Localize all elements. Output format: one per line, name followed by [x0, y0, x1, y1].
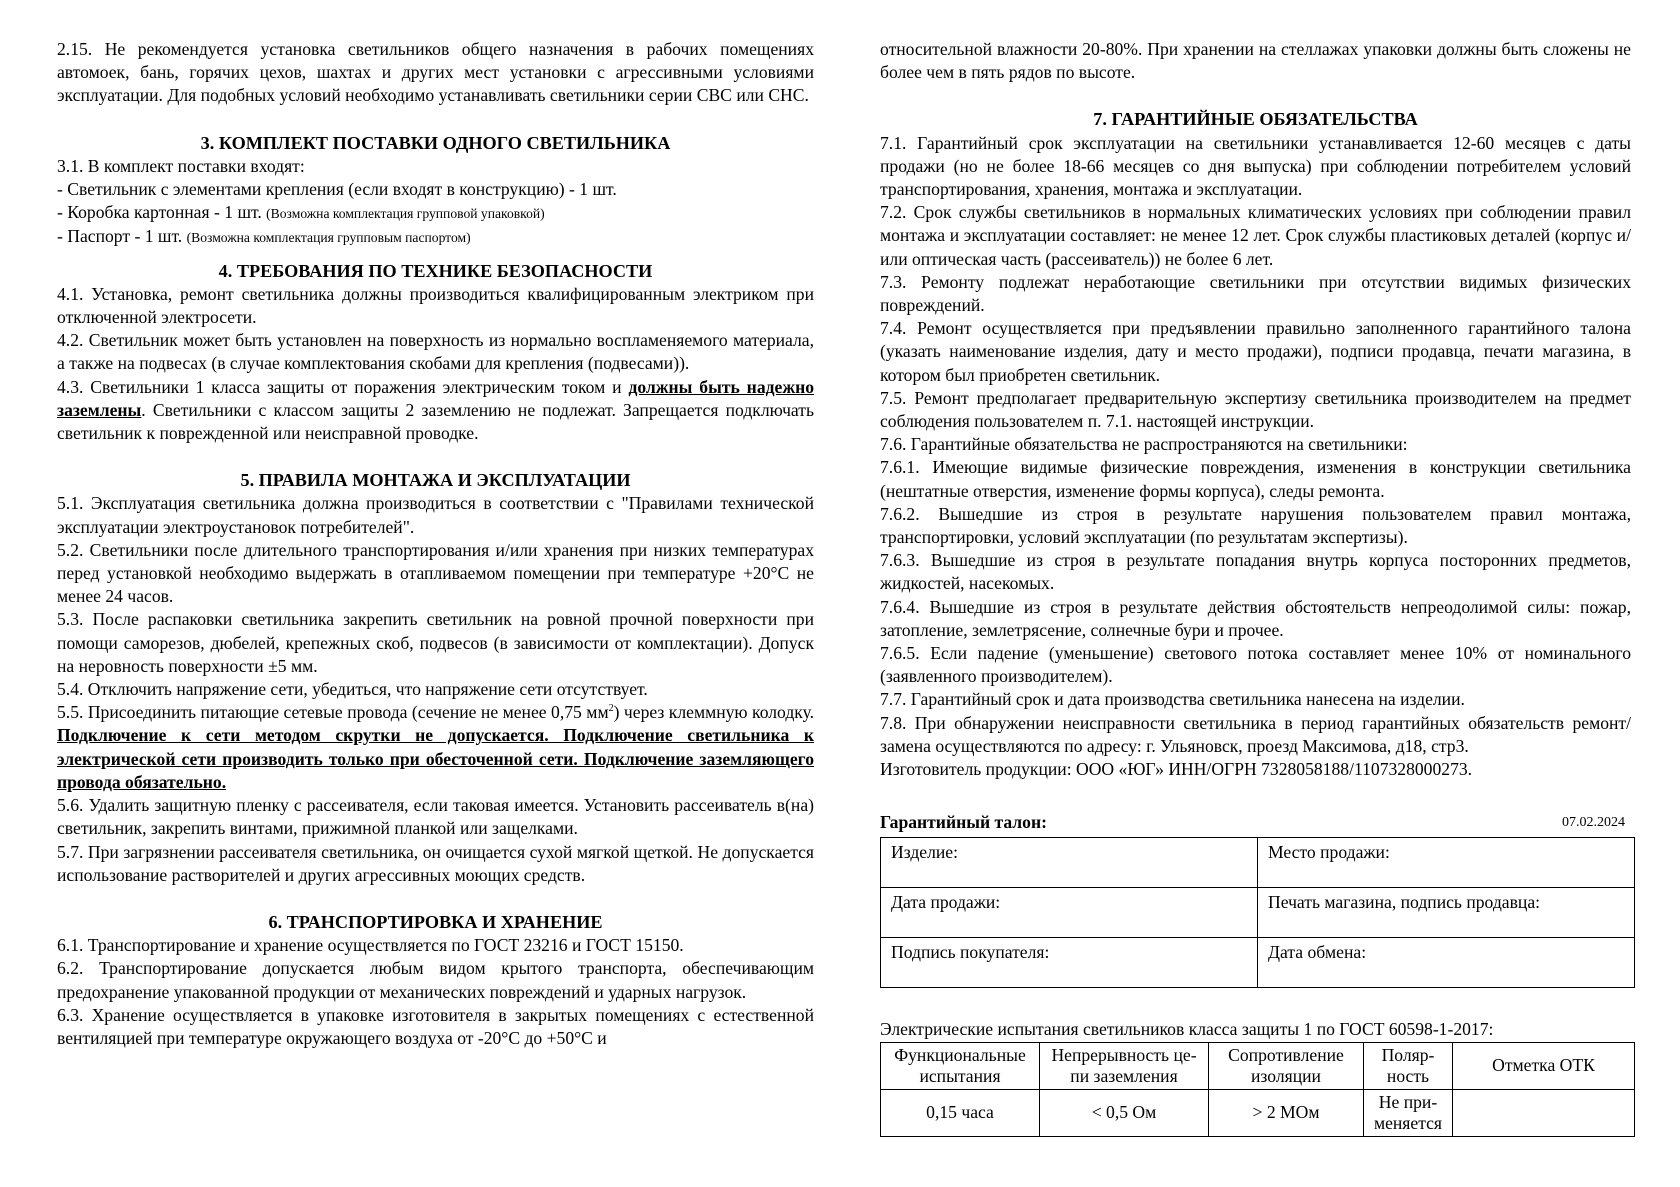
- header-insulation-resistance: [1209, 1042, 1364, 1089]
- section-6-title: 6. ТРАНСПОРТИРОВКА И ХРАНЕНИЕ: [268, 911, 603, 932]
- paragraph-7-6-2: 7.6.2. Вышедшие из строя в результате нарушения пользователем правил монтажа, транспортировки, условий эксплуатации (по результатам экспертизы).: [880, 503, 1631, 548]
- warranty-card-table: [880, 837, 1635, 988]
- paragraph-5-4: 5.4. Отключить напряжение сети, убедиться, что напряжение сети отсутствует.: [57, 679, 648, 700]
- manufacturer-line: Изготовитель продукции: ООО «ЮГ» ИНН/ОГРН 7328058188/1107328000273.: [880, 759, 1473, 780]
- header-line: Сопротивление: [1228, 1044, 1344, 1065]
- header-qc-mark: [1453, 1042, 1635, 1089]
- paragraph-5-5-start: 5.5. Присоединить питающие сетевые провода (сечение не менее 0,75 мм: [57, 702, 609, 723]
- table-header-row: [881, 1042, 1635, 1089]
- header-line: Поляр-: [1381, 1044, 1435, 1065]
- table-row: [881, 1089, 1635, 1136]
- cell-line: меняется: [1373, 1112, 1443, 1133]
- header-line: Функциональные: [894, 1044, 1026, 1065]
- header-functional-tests: [881, 1042, 1040, 1089]
- warranty-field-sale-place[interactable]: Место продажи:: [1258, 837, 1635, 887]
- paragraph-7-5: 7.5. Ремонт предполагает предварительную экспертизу светильника производителем на предмет соблюдения пользователем п. 7.1. настоящей инструкции.: [880, 387, 1631, 432]
- warranty-field-seller-stamp[interactable]: Печать магазина, подпись продавца:: [1258, 887, 1635, 937]
- warranty-card-date: 07.02.2024: [1562, 815, 1625, 831]
- cell-line: Не при-: [1378, 1091, 1438, 1112]
- cell-polarity: [1364, 1089, 1453, 1136]
- paragraph-7-4: 7.4. Ремонт осуществляется при предъявлении правильно заполненного гарантийного талона (указать наименование изделия, дату и место продажи), подписи продавца, печати магазина, в котором был приобретен светильник.: [880, 318, 1631, 385]
- table-row: [881, 837, 1635, 887]
- paragraph-5-5-mid: ) через клеммную колодку.: [613, 702, 815, 723]
- paragraph-7-6-5: 7.6.5. Если падение (уменьшение) светового потока составляет менее 10% от номинального (заявленного производителем).: [880, 643, 1631, 687]
- header-polarity: [1364, 1042, 1453, 1089]
- paragraph-7-6-1: 7.6.1. Имеющие видимые физические повреждения, изменения в конструкции светильника (нештатные отверстия, изменение формы корпуса), следы ремонта.: [880, 457, 1631, 501]
- paragraph-5-5: [57, 701, 814, 794]
- paragraph-4-1: 4.1. Установка, ремонт светильника должны производиться квалифицированным электриком при отключенной электросети.: [57, 283, 814, 328]
- paragraph-4-3: [57, 376, 814, 446]
- cell-functional-tests: 0,15 часа: [881, 1089, 1040, 1136]
- cell-qc-mark[interactable]: [1453, 1089, 1635, 1136]
- grounding-warning: должны быть надежно заземлены: [57, 376, 815, 420]
- squared-superscript: 2: [608, 703, 614, 715]
- paragraph-7-2: 7.2. Срок службы светильников в нормальных климатических условиях при соблюдении правил монтажа и эксплуатации составляет: не менее 12 лет. Срок службы пластиковых деталей (корпус и/или оптическая часть (рассеиватель)) не более 6 лет.: [880, 202, 1631, 269]
- header-line: Непрерывность це-: [1051, 1044, 1197, 1065]
- kit-item-box: [57, 201, 814, 225]
- warranty-card-title: Гарантийный талон:: [880, 812, 1047, 833]
- paragraph-7-1: 7.1. Гарантийный срок эксплуатации на светильники устанавливается 12-60 месяцев с даты продажи (но не более 18-66 месяцев со дня выпуска) при соблюдении потребителем условий транспортирования, хранения, монтажа и эксплуатации.: [880, 132, 1631, 200]
- kit-item-lamp: - Светильник с элементами крепления (если входят в конструкцию) - 1 шт.: [57, 179, 617, 200]
- warranty-field-product[interactable]: Изделие:: [881, 837, 1258, 887]
- warranty-card-header: [880, 811, 1631, 834]
- warranty-field-sale-date[interactable]: Дата продажи:: [881, 887, 1258, 937]
- section-4-title: 4. ТРЕБОВАНИЯ ПО ТЕХНИКЕ БЕЗОПАСНОСТИ: [218, 260, 653, 281]
- table-row: [881, 937, 1635, 987]
- section-5-title: 5. ПРАВИЛА МОНТАЖА И ЭКСПЛУАТАЦИИ: [240, 470, 631, 491]
- cell-insulation-resistance: > 2 МОм: [1209, 1089, 1364, 1136]
- paragraph-5-1: 5.1. Эксплуатация светильника должна производиться в соответствии с "Правилами технической эксплуатации электроустановок потребителей".: [57, 493, 814, 537]
- paragraph-7-3: 7.3. Ремонту подлежат неработающие светильники при отсутствии видимых физических повреждений.: [880, 271, 1631, 316]
- section-7-title: 7. ГАРАНТИЙНЫЕ ОБЯЗАТЕЛЬСТВА: [1093, 109, 1418, 130]
- paragraph-4-3-start: 4.3. Светильники 1 класса защиты от поражения электрическим током и: [57, 376, 629, 397]
- right-column: [880, 38, 1631, 1137]
- header-line: Отметка ОТК: [1492, 1055, 1595, 1076]
- kit-item-passport-note: (Возможна комплектация групповым паспортом): [186, 230, 471, 246]
- paragraph-7-8: 7.8. При обнаружении неисправности светильника в период гарантийных обязательств ремонт/замена осуществляются по адресу: г. Ульяновск, проезд Максимова, д18, стр3.: [880, 712, 1631, 756]
- paragraph-5-2: 5.2. Светильники после длительного транспортирования и/или хранения при низких температурах перед установкой необходимо выдержать в отапливаемом помещении при температуре +20°С не менее 24 часов.: [57, 539, 814, 607]
- paragraph-7-6-3: 7.6.3. Вышедшие из строя в результате попадания внутрь корпуса посторонних предметов, жидкостей, насекомых.: [880, 550, 1631, 594]
- cell-grounding-continuity: < 0,5 Ом: [1040, 1089, 1209, 1136]
- header-line: изоляции: [1251, 1065, 1321, 1086]
- warranty-field-exchange-date[interactable]: Дата обмена:: [1258, 937, 1635, 987]
- paragraph-6-1: 6.1. Транспортирование и хранение осуществляется по ГОСТ 23216 и ГОСТ 15150.: [57, 935, 684, 956]
- warranty-field-buyer-signature[interactable]: Подпись покупателя:: [881, 937, 1258, 987]
- paragraph-6-3-continued: относительной влажности 20-80%. При хранении на стеллажах упаковки должны быть сложены не более чем в пять рядов по высоте.: [880, 39, 1631, 83]
- electrical-tests-table: [880, 1042, 1635, 1137]
- kit-item-box-text: - Коробка картонная - 1 шт.: [57, 202, 262, 223]
- paragraph-4-3-end: . Светильники с классом защиты 2 заземлению не подлежат. Запрещается подключать светильник к поврежденной или неисправной проводке.: [57, 399, 814, 444]
- table-row: [881, 887, 1635, 937]
- electrical-tests-caption: Электрические испытания светильников класса защиты 1 по ГОСТ 60598-1-2017:: [880, 1018, 1494, 1039]
- paragraph-7-6-4: 7.6.4. Вышедшие из строя в результате действия обстоятельств непреодолимой силы: пожар, затопление, землетрясение, солнечные бури и прочее.: [880, 596, 1631, 640]
- paragraph-3-1: 3.1. В комплект поставки входят:: [57, 155, 305, 176]
- header-line: испытания: [919, 1065, 1001, 1086]
- kit-item-passport-text: - Паспорт - 1 шт.: [57, 226, 183, 247]
- paragraph-7-7: 7.7. Гарантийный срок и дата производства светильника нанесена на изделии.: [880, 689, 1465, 710]
- paragraph-2-15: 2.15. Не рекомендуется установка светильников общего назначения в рабочих помещениях автомоек, бань, горячих цехов, шахтах и других мест установки с агрессивными условиями эксплуатации. Для подобных условий необходимо устанавливать светильники серии СВС или СНС.: [57, 39, 814, 106]
- paragraph-6-2: 6.2. Транспортирование допускается любым видом крытого транспорта, обеспечивающим предохранение упакованной продукции от механических повреждений и ударных нагрузок.: [57, 958, 814, 1002]
- section-3-title: 3. КОМПЛЕКТ ПОСТАВКИ ОДНОГО СВЕТИЛЬНИКА: [200, 132, 671, 153]
- header-line: пи заземления: [1070, 1065, 1178, 1086]
- left-column: [57, 38, 814, 1050]
- header-line: ность: [1386, 1065, 1430, 1086]
- paragraph-6-3: 6.3. Хранение осуществляется в упаковке изготовителя в закрытых помещениях с естественной вентиляцией при температуре окружающего воздуха от -20°С до +50°С и: [57, 1004, 814, 1048]
- header-grounding-continuity: [1040, 1042, 1209, 1089]
- paragraph-5-3: 5.3. После распаковки светильника закрепить светильник на ровной прочной поверхности при помощи саморезов, дюбелей, крепежных скоб, подвесов (в зависимости от комплектации). Допуск на неровность поверхности ±5 мм.: [57, 609, 814, 676]
- paragraph-4-2: 4.2. Светильник может быть установлен на поверхность из нормально воспламеняемого материала, а также на подвесах (в случае комплектования скобами для крепления (подвесами)).: [57, 330, 814, 374]
- connection-warning: Подключение к сети методом скрутки не допускается. Подключение светильника к электрической сети производить только при обесточенной сети. Подключение заземляющего провода обязательно.: [57, 725, 814, 792]
- paragraph-7-6: 7.6. Гарантийные обязательства не распространяются на светильники:: [880, 434, 1408, 455]
- paragraph-5-6: 5.6. Удалить защитную пленку с рассеивателя, если таковая имеется. Установить рассеиватель в(на) светильник, закрепить винтами, прижимной планкой или защелками.: [57, 795, 814, 839]
- paragraph-5-7: 5.7. При загрязнении рассеивателя светильника, он очищается сухой мягкой щеткой. Не допускается использование растворителей и других агрессивных моющих средств.: [57, 841, 814, 885]
- kit-item-passport: [57, 225, 814, 249]
- kit-item-box-note: (Возможна комплектация групповой упаковкой): [266, 206, 545, 222]
